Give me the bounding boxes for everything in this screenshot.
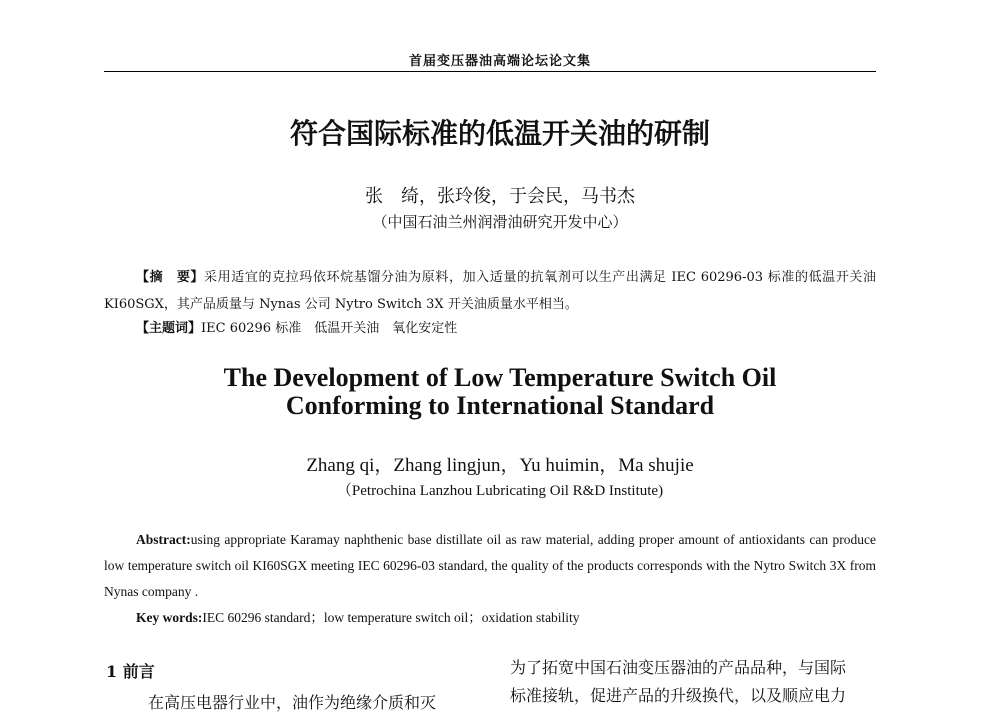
section-heading: 1 前言 xyxy=(106,662,155,681)
keywords-zh xyxy=(136,317,876,336)
running-header: 首届变压器油高端论坛论文集 xyxy=(408,54,591,69)
affiliation-en: （Petrochina Lanzhou Lubricating Oil R&D Institute) xyxy=(336,483,664,499)
affiliation-zh: （中国石油兰州润滑油研究开发中心） xyxy=(372,213,628,231)
abstract-en-text: using appropriate Karamay naphthenic base distillate oil as raw material, adding proper amount of antioxidants can produce low temperature switch oil KI60SGX meeting IEC 60296-03 standard, the quality of the products corresponds with the Nytro Switch 3X from Nynas company . xyxy=(104,532,876,599)
abstract-zh-label: 【摘 要】 xyxy=(136,270,205,285)
body-text-right-column xyxy=(510,654,880,710)
keywords-en xyxy=(136,606,876,626)
right-column-line: 为了拓宽中国石油变压器油的产品品种，与国际 xyxy=(510,658,847,677)
abstract-zh xyxy=(104,264,876,318)
paper-title-zh: 符合国际标准的低温开关油的研制 xyxy=(289,117,710,150)
authors-zh: 张 绮，张玲俊，于会民，马书杰 xyxy=(365,186,635,207)
keywords-en-text: IEC 60296 standard；low temperature switch oil；oxidation stability xyxy=(202,610,580,625)
abstract-zh-text: 采用适宜的克拉玛依环烷基馏分油为原料，加入适量的抗氧剂可以生产出满足 IEC 60296-03 标准的低温开关油 KI60SGX，其产品质量与 Nynas 公司 Nytro Switch 3X 开关油质量水平相当。 xyxy=(104,270,876,312)
keywords-en-label: Key words: xyxy=(136,610,203,625)
header-rule xyxy=(104,71,876,72)
abstract-en-label: Abstract: xyxy=(136,532,191,547)
body-text-left-column: 在高压电器行业中，油作为绝缘介质和灭 xyxy=(148,693,437,712)
authors-en: Zhang qi，Zhang lingjun，Yu huimin，Ma shujie xyxy=(306,455,694,476)
keywords-zh-label: 【主题词】 xyxy=(136,321,202,336)
paper-title-en-line2: Conforming to International Standard xyxy=(285,391,715,420)
right-column-line: 标准接轨，促进产品的升级换代，以及顺应电力 xyxy=(510,686,847,705)
paper-title-en xyxy=(0,364,1000,420)
abstract-en xyxy=(104,527,876,605)
paper-title-en-line1: The Development of Low Temperature Switch Oil xyxy=(223,363,777,392)
keywords-zh-text: IEC 60296 标准 低温开关油 氧化安定性 xyxy=(201,321,458,336)
